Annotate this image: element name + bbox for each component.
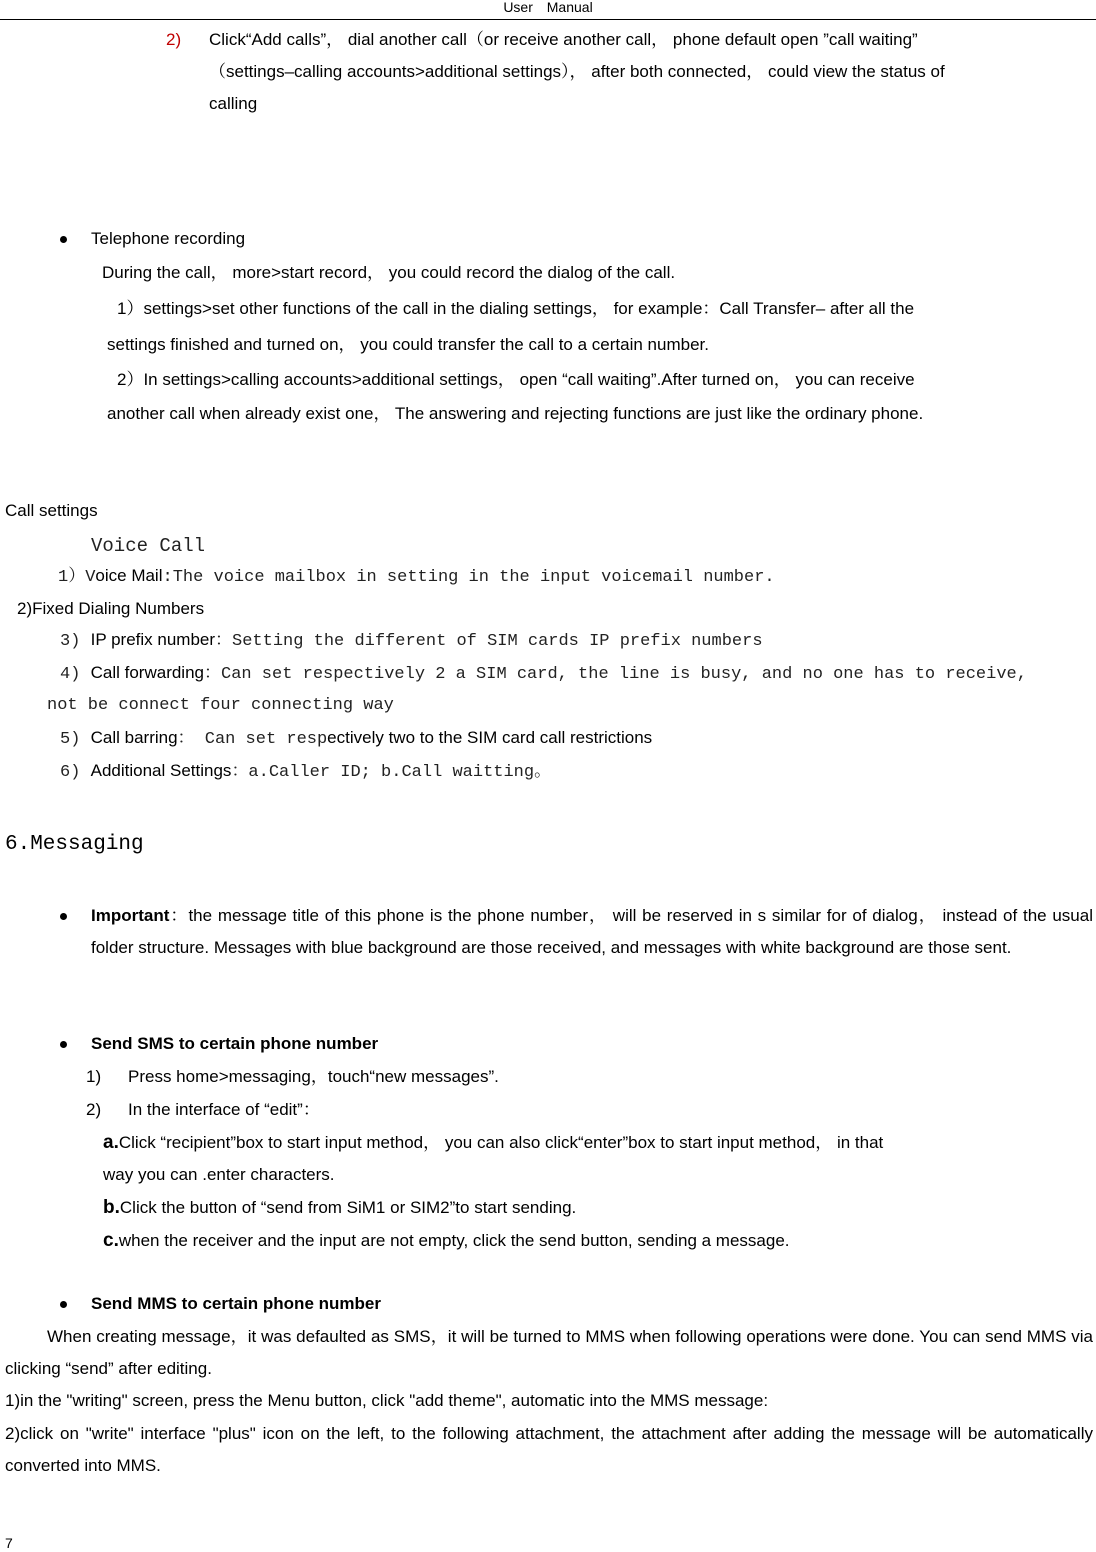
sms-step-b [103,1197,576,1220]
item-3-number: 3) [60,632,91,651]
call-setting-item-1 [58,566,775,588]
sms-a-label: a. [103,1132,119,1153]
bullet-icon [60,1041,67,1048]
mms-title: Send MMS to certain phone number [91,1294,381,1313]
bullet-icon [60,236,67,243]
sms-c-text: when the receiver and the input are not empty, click the send button, sending a message. [118,1231,790,1250]
sms-step-1: Press home>messaging，touch“new messages”. [128,1067,499,1086]
call-setting-item-3 [60,630,763,652]
sms-step-a [103,1132,883,1155]
recording-item-1-line-2: settings finished and turned on， you could transfer the call to a certain number. [107,335,709,354]
sms-step-2-number: 2) [86,1100,102,1119]
header-title: User Manual [503,0,593,15]
call-settings-title: Call settings [5,501,98,520]
sms-step-c [103,1230,790,1253]
call-setting-item-2: 2)Fixed Dialing Numbers [17,599,205,618]
call-setting-item-4-line-2: not be connect four connecting way [47,696,394,715]
recording-title: Telephone recording [91,229,246,248]
item-1-number: 1）V [58,568,96,587]
important-text: ：the message title of this phone is the phone number， will be reserved in s similar for of dialog， instead of the usual folder structure. Messages with blue background are those received, and messages with white background are those sent. [91,906,1093,957]
add-calls-line-1: Click“Add calls”， dial another call（or receive another call， phone default open ”call waiting” [209,30,918,49]
item-5-label: Call barring [90,728,178,747]
important-paragraph [91,900,1093,964]
item-5-number: 5) [60,730,91,749]
sms-step-2: In the interface of “edit”： [128,1100,320,1119]
item-1-label: oice Mail [95,566,163,585]
page-header [0,0,1096,20]
call-setting-item-5 [60,728,652,750]
voice-call-heading: Voice Call [91,535,206,557]
item-6-label: Additional Settings [90,761,232,780]
sms-b-label: b. [103,1197,120,1218]
mms-item-2: 2)click on "write" interface "plus" icon on the left, to the following attachment, the attachment after adding the message will be automatically converted into MMS. [5,1424,1093,1475]
item-5-text-b: ectively two to the SIM card call restrictions [327,728,653,747]
sms-a-line-1: Click “recipient”box to start input method， you can also click“enter”box to start input method， in that [118,1133,884,1152]
bullet-icon [60,913,67,920]
recording-desc: During the call， more>start record， you could record the dialog of the call. [102,263,676,282]
item-4-number: 4) [60,665,91,684]
item-4-text: ：Can set respectively 2 a SIM card, the line is busy, and no one has to receive, [204,665,1027,684]
item-6-number: 6) [60,763,91,782]
add-calls-number: 2) [166,30,182,49]
item-3-label: IP prefix number [90,630,216,649]
important-label: Important [91,906,170,925]
recording-item-1-line-1: 1）settings>set other functions of the call in the dialing settings， for example：Call Transfer– after all the [117,299,915,318]
item-3-text: ：Setting the different of SIM cards IP prefix numbers [215,632,763,651]
bullet-icon [60,1301,67,1308]
messaging-heading: 6.Messaging [5,833,144,856]
add-calls-line-2: （settings–calling accounts>additional settings）， after both connected， could view the status of [209,62,945,81]
sms-a-line-2: way you can .enter characters. [103,1165,335,1184]
mms-item-1: 1)in the "writing" screen, press the Menu button, click "add theme", automatic into the MMS message: [5,1391,769,1410]
item-5-text-a: ： Can set resp [177,730,328,749]
call-setting-item-6 [60,761,551,783]
sms-title: Send SMS to certain phone number [91,1034,379,1053]
mms-paragraph: When creating message，it was defaulted as SMS，it will be turned to MMS when following operations were done. You can send MMS via clicking “send” after editing. [5,1327,1093,1378]
sms-step-1-number: 1) [86,1067,102,1086]
item-4-label: Call forwarding [90,663,204,682]
sms-b-text: Click the button of “send from SiM1 or SIM2”to start sending. [119,1198,577,1217]
add-calls-line-3: calling [209,94,258,113]
call-setting-item-4 [60,663,1027,685]
recording-item-2-line-2: another call when already exist one， The answering and rejecting functions are just like the ordinary phone. [107,404,924,423]
recording-item-2-line-1: 2）In settings>calling accounts>additional settings， open “call waiting”.After turned on， you can receive [117,370,915,389]
item-6-text: ：a.Caller ID; b.Call waitting。 [231,763,552,782]
sms-c-label: c. [103,1230,119,1251]
page-number: 7 [5,1535,13,1551]
item-1-text: :The voice mailbox in setting in the input voicemail number. [162,568,775,587]
